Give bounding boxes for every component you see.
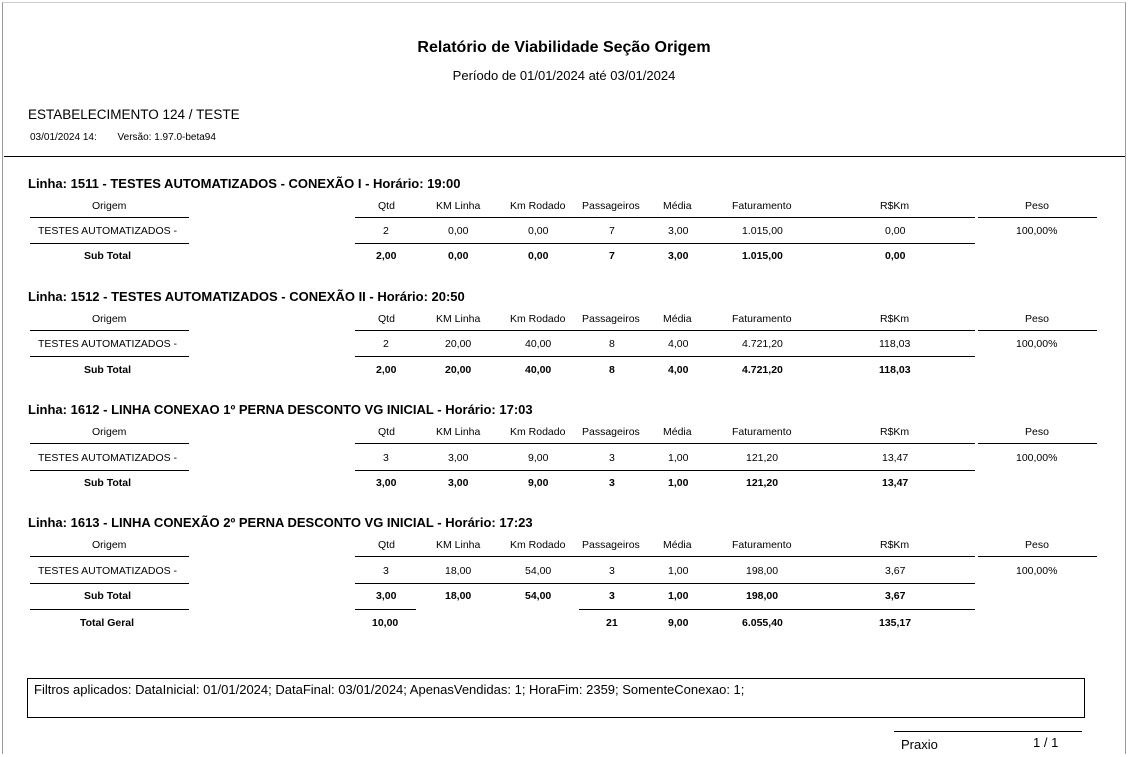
row-origem: TESTES AUTOMATIZADOS - xyxy=(38,452,178,464)
col-header-origem: Origem xyxy=(92,539,127,551)
col-header-media: Média xyxy=(663,539,692,551)
header-underline xyxy=(978,330,1097,331)
subtotal-passageiros: 7 xyxy=(609,250,615,262)
header-underline xyxy=(355,556,975,557)
col-header-qtd: Qtd xyxy=(378,313,395,325)
subtotal-km-linha: 18,00 xyxy=(445,590,472,602)
col-header-faturamento: Faturamento xyxy=(732,200,792,212)
row-km-rodado: 0,00 xyxy=(528,225,549,237)
col-header-passageiros: Passageiros xyxy=(582,200,640,212)
col-header-passageiros: Passageiros xyxy=(582,539,640,551)
col-header-km-linha: KM Linha xyxy=(436,426,481,438)
subtotal-label: Sub Total xyxy=(84,250,132,262)
filters-text: Filtros aplicados: DataInicial: 01/01/2024; DataFinal: 03/01/2024; ApenasVendidas: 1; HoraFim: 2359; SomenteConexao: 1; xyxy=(34,682,745,697)
row-passageiros: 3 xyxy=(609,452,615,464)
line-section xyxy=(0,176,1128,276)
col-header-rskm: R$Km xyxy=(880,313,910,325)
row-origem: TESTES AUTOMATIZADOS - xyxy=(38,225,178,237)
total-geral-media: 9,00 xyxy=(668,617,689,629)
total-geral-rskm: 135,17 xyxy=(879,617,912,629)
subtotal-km-rodado: 40,00 xyxy=(525,364,552,376)
subtotal-km-rodado: 9,00 xyxy=(528,477,549,489)
subtotal-qtd: 2,00 xyxy=(376,364,397,376)
row-rskm: 0,00 xyxy=(885,225,906,237)
header-underline xyxy=(978,556,1097,557)
row-peso: 100,00% xyxy=(1016,452,1058,464)
col-header-faturamento: Faturamento xyxy=(732,426,792,438)
col-header-media: Média xyxy=(663,313,692,325)
col-header-faturamento: Faturamento xyxy=(732,313,792,325)
row-km-linha: 20,00 xyxy=(445,338,472,350)
subtotal-faturamento: 4.721,20 xyxy=(742,364,783,376)
col-header-qtd: Qtd xyxy=(378,200,395,212)
row-rskm: 13,47 xyxy=(882,452,909,464)
col-header-rskm: R$Km xyxy=(880,426,910,438)
row-km-rodado: 40,00 xyxy=(525,338,552,350)
subtotal-passageiros: 3 xyxy=(609,477,615,489)
subtotal-rskm: 0,00 xyxy=(885,250,906,262)
col-header-peso: Peso xyxy=(1025,426,1049,438)
section-title: Linha: 1612 - LINHA CONEXAO 1º PERNA DESCONTO VG INICIAL - Horário: 17:03 xyxy=(28,402,533,417)
section-title: Linha: 1511 - TESTES AUTOMATIZADOS - CONEXÃO I - Horário: 19:00 xyxy=(28,176,461,191)
row-km-rodado: 9,00 xyxy=(528,452,549,464)
header-underline xyxy=(978,443,1097,444)
col-header-passageiros: Passageiros xyxy=(582,313,640,325)
report-version: Versão: 1.97.0-beta94 xyxy=(117,132,216,143)
subtotal-km-linha: 0,00 xyxy=(448,250,469,262)
subtotal-qtd: 3,00 xyxy=(376,477,397,489)
row-qtd: 2 xyxy=(383,338,389,350)
col-header-km-linha: KM Linha xyxy=(436,313,481,325)
col-header-origem: Origem xyxy=(92,200,127,212)
subtotal-media: 1,00 xyxy=(668,477,689,489)
row-origem: TESTES AUTOMATIZADOS - xyxy=(38,565,178,577)
row-km-linha: 18,00 xyxy=(445,565,472,577)
subtotal-rskm: 118,03 xyxy=(879,364,911,376)
row-qtd: 2 xyxy=(383,225,389,237)
total-geral-label: Total Geral xyxy=(80,617,135,629)
col-header-media: Média xyxy=(663,426,692,438)
col-header-origem: Origem xyxy=(92,313,127,325)
subtotal-media: 1,00 xyxy=(668,590,689,602)
row-faturamento: 198,00 xyxy=(746,565,779,577)
col-header-passageiros: Passageiros xyxy=(582,426,640,438)
subtotal-faturamento: 121,20 xyxy=(746,477,779,489)
subtotal-underline xyxy=(355,609,416,610)
row-origem: TESTES AUTOMATIZADOS - xyxy=(38,338,178,350)
row-faturamento: 1.015,00 xyxy=(742,225,783,237)
row-underline xyxy=(355,243,975,244)
report-period: Período de 01/01/2024 até 03/01/2024 xyxy=(452,68,676,83)
col-header-rskm: R$Km xyxy=(880,539,910,551)
row-peso: 100,00% xyxy=(1016,338,1058,350)
subtotal-rskm: 3,67 xyxy=(885,590,906,602)
row-peso: 100,00% xyxy=(1016,225,1058,237)
row-media: 4,00 xyxy=(668,338,689,350)
row-passageiros: 7 xyxy=(609,225,615,237)
subtotal-media: 4,00 xyxy=(668,364,689,376)
col-header-origem: Origem xyxy=(92,426,127,438)
col-header-peso: Peso xyxy=(1025,539,1049,551)
row-rskm: 3,67 xyxy=(885,565,906,577)
row-underline xyxy=(30,356,189,357)
line-section xyxy=(0,289,1128,389)
total-geral-row xyxy=(0,614,1128,634)
header-underline xyxy=(355,217,975,218)
header-underline xyxy=(355,443,975,444)
row-media: 3,00 xyxy=(668,225,689,237)
subtotal-label: Sub Total xyxy=(84,590,132,602)
row-underline xyxy=(355,583,975,584)
subtotal-qtd: 2,00 xyxy=(376,250,397,262)
row-qtd: 3 xyxy=(383,565,389,577)
row-passageiros: 3 xyxy=(609,565,615,577)
row-media: 1,00 xyxy=(668,452,689,464)
col-header-media: Média xyxy=(663,200,692,212)
row-peso: 100,00% xyxy=(1016,565,1058,577)
header-underline xyxy=(30,556,189,557)
col-header-rskm: R$Km xyxy=(880,200,910,212)
col-header-km-linha: KM Linha xyxy=(436,200,481,212)
row-underline xyxy=(355,356,975,357)
header-underline xyxy=(978,217,1097,218)
col-header-km-linha: KM Linha xyxy=(436,539,481,551)
subtotal-faturamento: 198,00 xyxy=(746,590,779,602)
subtotal-km-linha: 3,00 xyxy=(448,477,469,489)
subtotal-passageiros: 3 xyxy=(609,590,615,602)
row-underline xyxy=(30,583,189,584)
report-date: 03/01/2024 14: xyxy=(30,132,97,143)
total-geral-faturamento: 6.055,40 xyxy=(742,617,783,629)
establishment-name: ESTABELECIMENTO 124 / TESTE xyxy=(28,107,240,122)
report-title: Relatório de Viabilidade Seção Origem xyxy=(417,39,711,56)
header-underline xyxy=(30,330,189,331)
col-header-km-rodado: Km Rodado xyxy=(510,200,566,212)
brand-name: Praxio xyxy=(901,737,938,752)
row-underline xyxy=(355,470,975,471)
row-rskm: 118,03 xyxy=(879,338,911,350)
subtotal-underline xyxy=(579,609,975,610)
col-header-qtd: Qtd xyxy=(378,426,395,438)
col-header-km-rodado: Km Rodado xyxy=(510,313,566,325)
filters-box xyxy=(27,678,1085,718)
subtotal-km-rodado: 0,00 xyxy=(528,250,549,262)
subtotal-underline xyxy=(30,609,189,610)
row-km-linha: 3,00 xyxy=(448,452,469,464)
header-divider xyxy=(4,156,1125,157)
total-geral-passageiros: 21 xyxy=(606,617,618,629)
col-header-km-rodado: Km Rodado xyxy=(510,539,566,551)
header-underline xyxy=(355,330,975,331)
line-section xyxy=(0,402,1128,502)
row-passageiros: 8 xyxy=(609,338,615,350)
subtotal-label: Sub Total xyxy=(84,477,132,489)
section-title: Linha: 1613 - LINHA CONEXÃO 2º PERNA DESCONTO VG INICIAL - Horário: 17:23 xyxy=(28,515,533,530)
subtotal-km-linha: 20,00 xyxy=(445,364,472,376)
subtotal-faturamento: 1.015,00 xyxy=(742,250,783,262)
col-header-qtd: Qtd xyxy=(378,539,395,551)
col-header-peso: Peso xyxy=(1025,313,1049,325)
page-number: 1 / 1 xyxy=(1033,735,1059,750)
row-km-rodado: 54,00 xyxy=(525,565,552,577)
row-km-linha: 0,00 xyxy=(448,225,469,237)
report-meta xyxy=(30,132,216,143)
total-geral-qtd: 10,00 xyxy=(372,617,399,629)
subtotal-label: Sub Total xyxy=(84,364,132,376)
row-underline xyxy=(30,243,189,244)
row-faturamento: 4.721,20 xyxy=(742,338,783,350)
row-faturamento: 121,20 xyxy=(746,452,779,464)
subtotal-rskm: 13,47 xyxy=(882,477,909,489)
line-section xyxy=(0,515,1128,615)
subtotal-passageiros: 8 xyxy=(609,364,615,376)
col-header-peso: Peso xyxy=(1025,200,1049,212)
footer-divider xyxy=(894,731,1082,732)
col-header-faturamento: Faturamento xyxy=(732,539,792,551)
row-media: 1,00 xyxy=(668,565,689,577)
subtotal-media: 3,00 xyxy=(668,250,689,262)
subtotal-qtd: 3,00 xyxy=(376,590,397,602)
row-qtd: 3 xyxy=(383,452,389,464)
subtotal-km-rodado: 54,00 xyxy=(525,590,552,602)
section-title: Linha: 1512 - TESTES AUTOMATIZADOS - CONEXÃO II - Horário: 20:50 xyxy=(28,289,465,304)
col-header-km-rodado: Km Rodado xyxy=(510,426,566,438)
header-underline xyxy=(30,217,189,218)
header-underline xyxy=(30,443,189,444)
row-underline xyxy=(30,470,189,471)
